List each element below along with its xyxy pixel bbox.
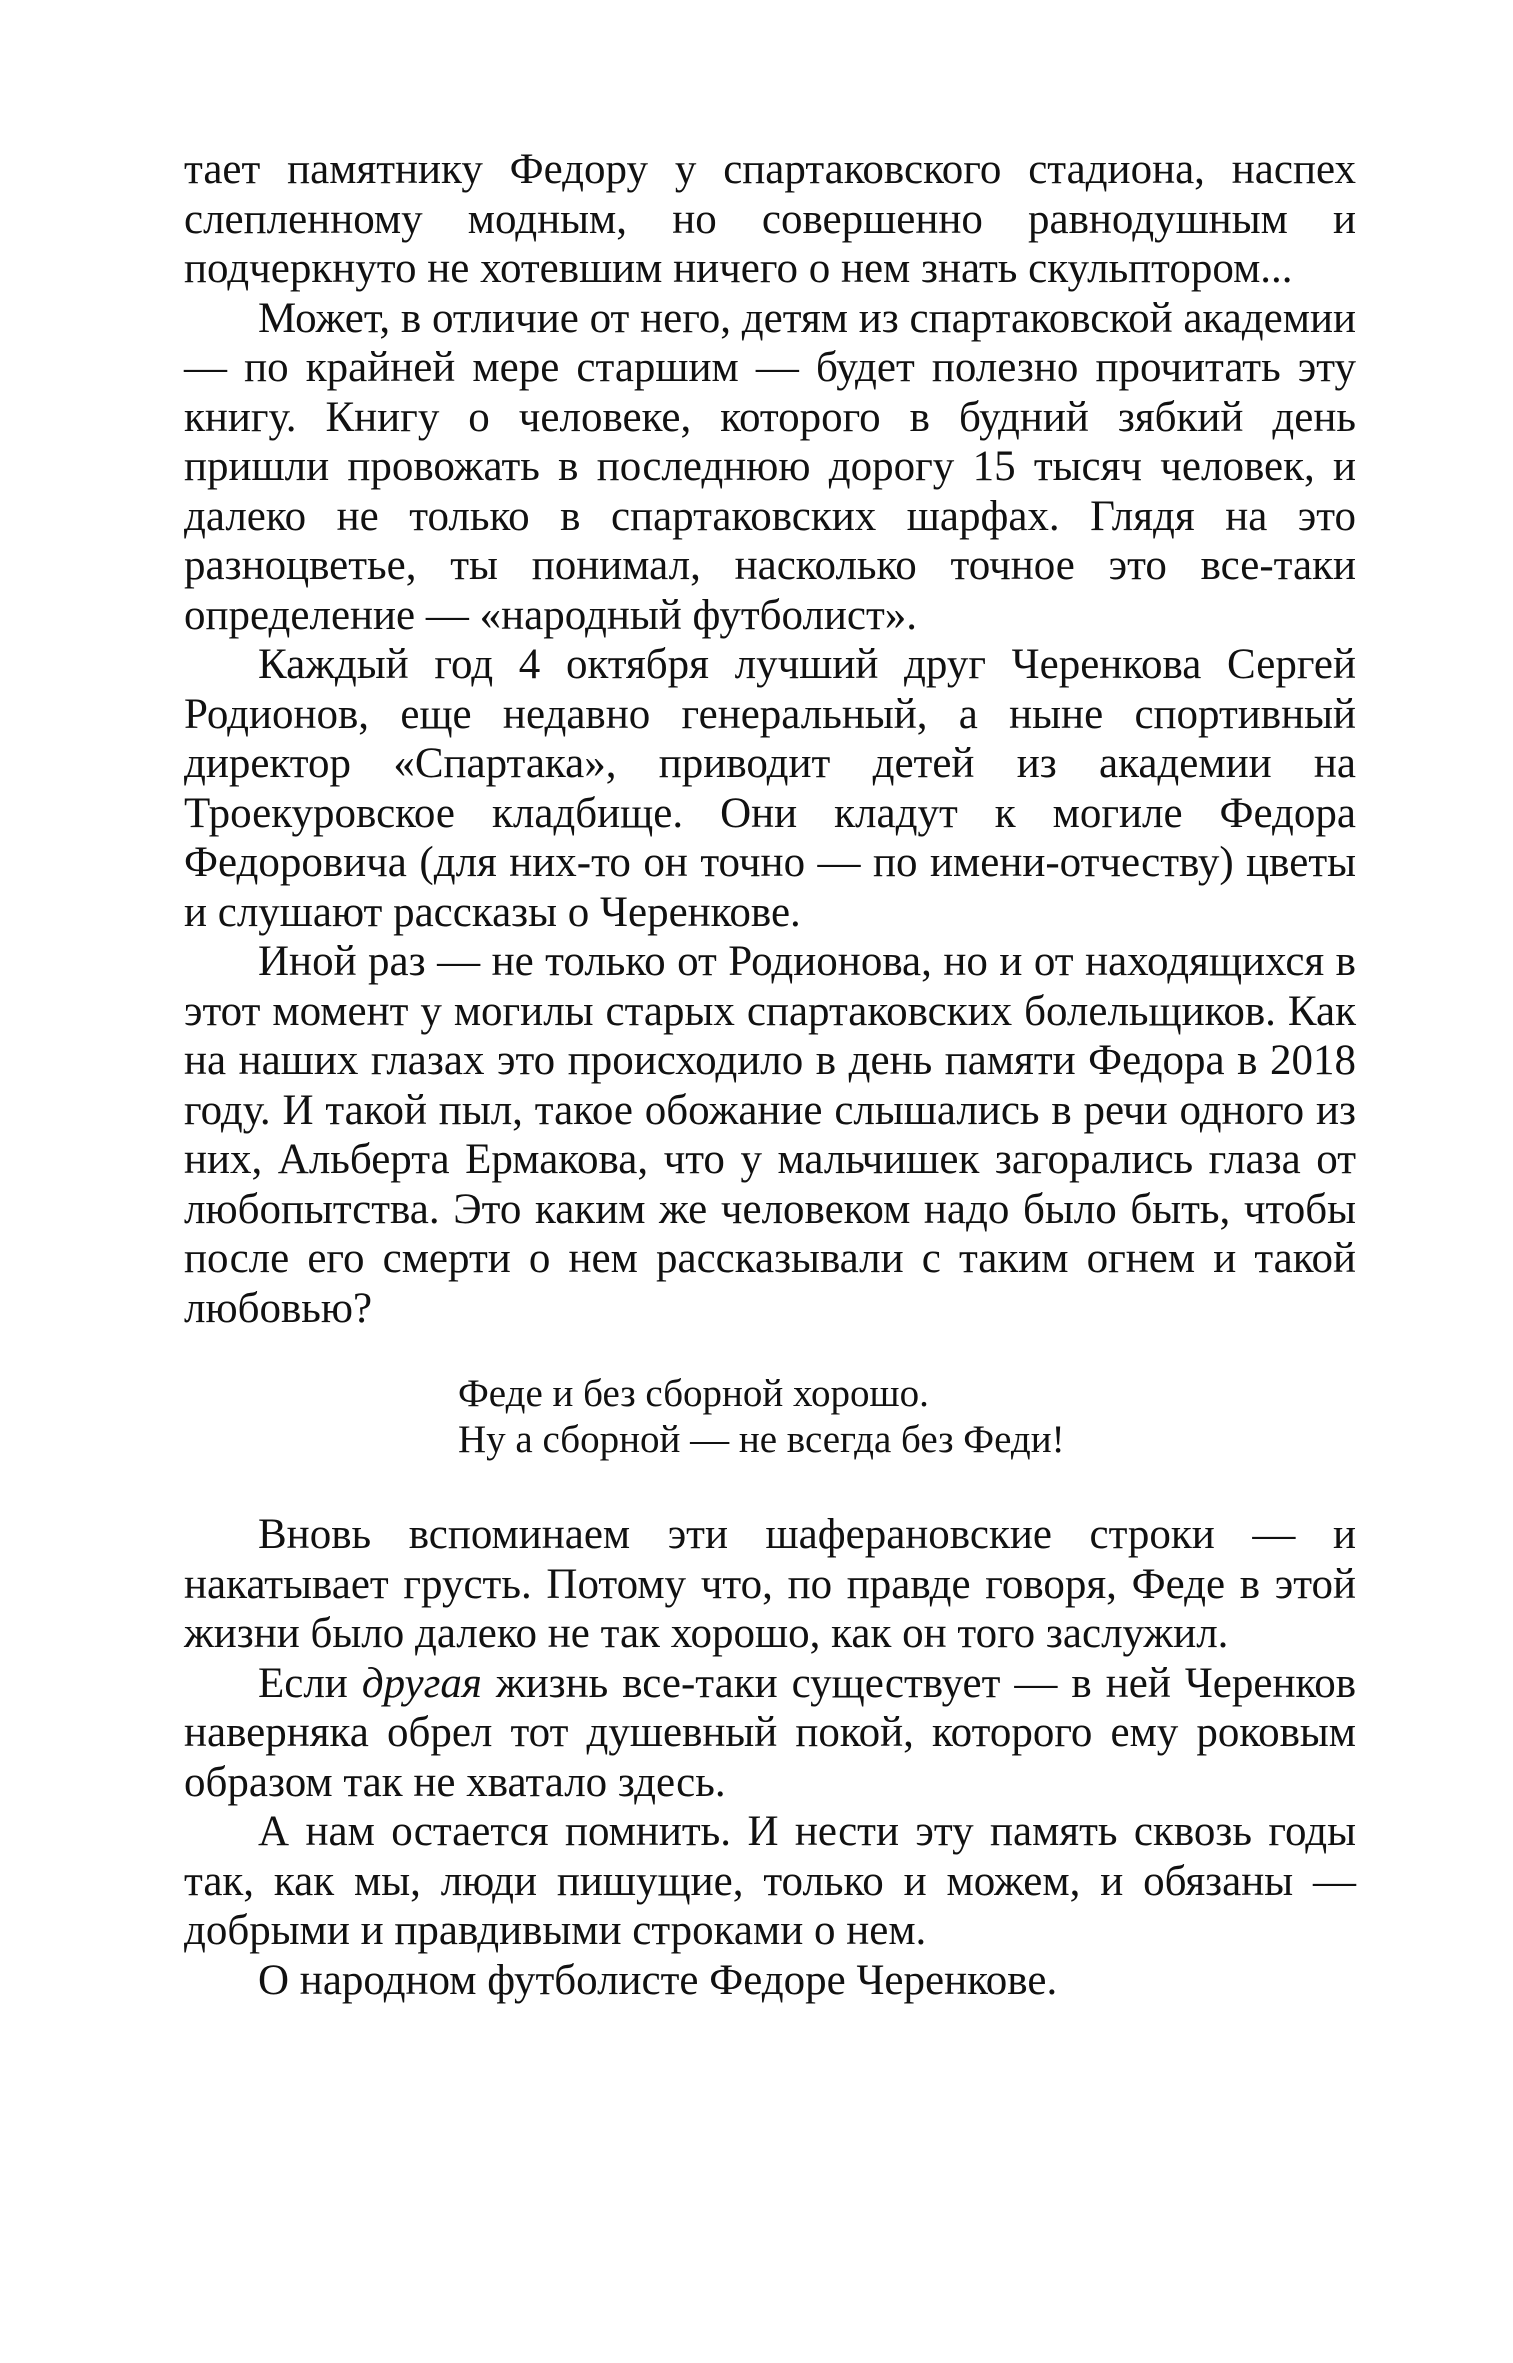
paragraph-6-end: жизнь все-таки существует — в ней Черенков наверняка обрел тот душевный покой, которого ему роковым образом так не хватало здесь.: [184, 1659, 1357, 1806]
verse-quote: [458, 1371, 1356, 1463]
paragraph-1: тает памятнику Федору у спартаковского стадиона, наспех слепленному модным, но совершенно равнодушным и подчеркнуто не хотевшим ничего о нем знать скульптором...: [184, 146, 1356, 292]
paragraph-6-italic: другая: [361, 1659, 482, 1707]
paragraph-6-start: Если: [258, 1659, 362, 1707]
verse-line-1: Феде и без сборной хорошо.: [458, 1372, 929, 1415]
verse-line-2: Ну а сборной — не всегда без Феди!: [458, 1418, 1065, 1461]
paragraph-2: Может, в отличие от него, детям из спартаковской академии — по крайней мере старшим — будет полезно прочитать эту книгу. Книгу о человеке, которого в будний зябкий день пришли провожать в последнюю дорогу 15 тысяч человек, и далеко не только в спартаковских шарфах. Глядя на это разноцветье, ты понимал, насколько точное это все-таки определение — «народный футболист».: [184, 294, 1356, 639]
paragraph-7: А нам остается помнить. И нести эту память сквозь годы так, как мы, люди пишущие, только и можем, и обязаны — добрыми и правдивыми строками о нем.: [184, 1808, 1356, 1954]
paragraph-3: Каждый год 4 октября лучший друг Черенкова Сергей Родионов, еще недавно генеральный, а ныне спортивный директор «Спартака», приводит детей из академии на Троекуровское кладбище. Они кладут к могиле Федора Федоровича (для них-то он точно — по имени-отчеству) цветы и слушают рассказы о Черенкове.: [184, 641, 1356, 936]
book-page: [184, 145, 1356, 2005]
paragraph-6: [184, 1659, 1356, 1808]
paragraph-8: О народном футболисте Федоре Черенкове.: [258, 1956, 1058, 2004]
paragraph-4: Иной раз — не только от Родионова, но и от находящихся в этот момент у могилы старых спартаковских болельщиков. Как на наших глазах это происходило в день памяти Федора в 2018 году. И такой пыл, такое обожание слышались в речи одного из них, Альберта Ермакова, что у мальчишек загорались глаза от любопытства. Это каким же человеком надо было быть, чтобы после его смерти о нем рассказывали с таким огнем и такой любовью?: [184, 938, 1356, 1332]
paragraph-5: Вновь вспоминаем эти шаферановские строки — и накатывает грусть. Потому что, по правде говоря, Феде в этой жизни было далеко не так хорошо, как он того заслужил.: [184, 1511, 1356, 1657]
